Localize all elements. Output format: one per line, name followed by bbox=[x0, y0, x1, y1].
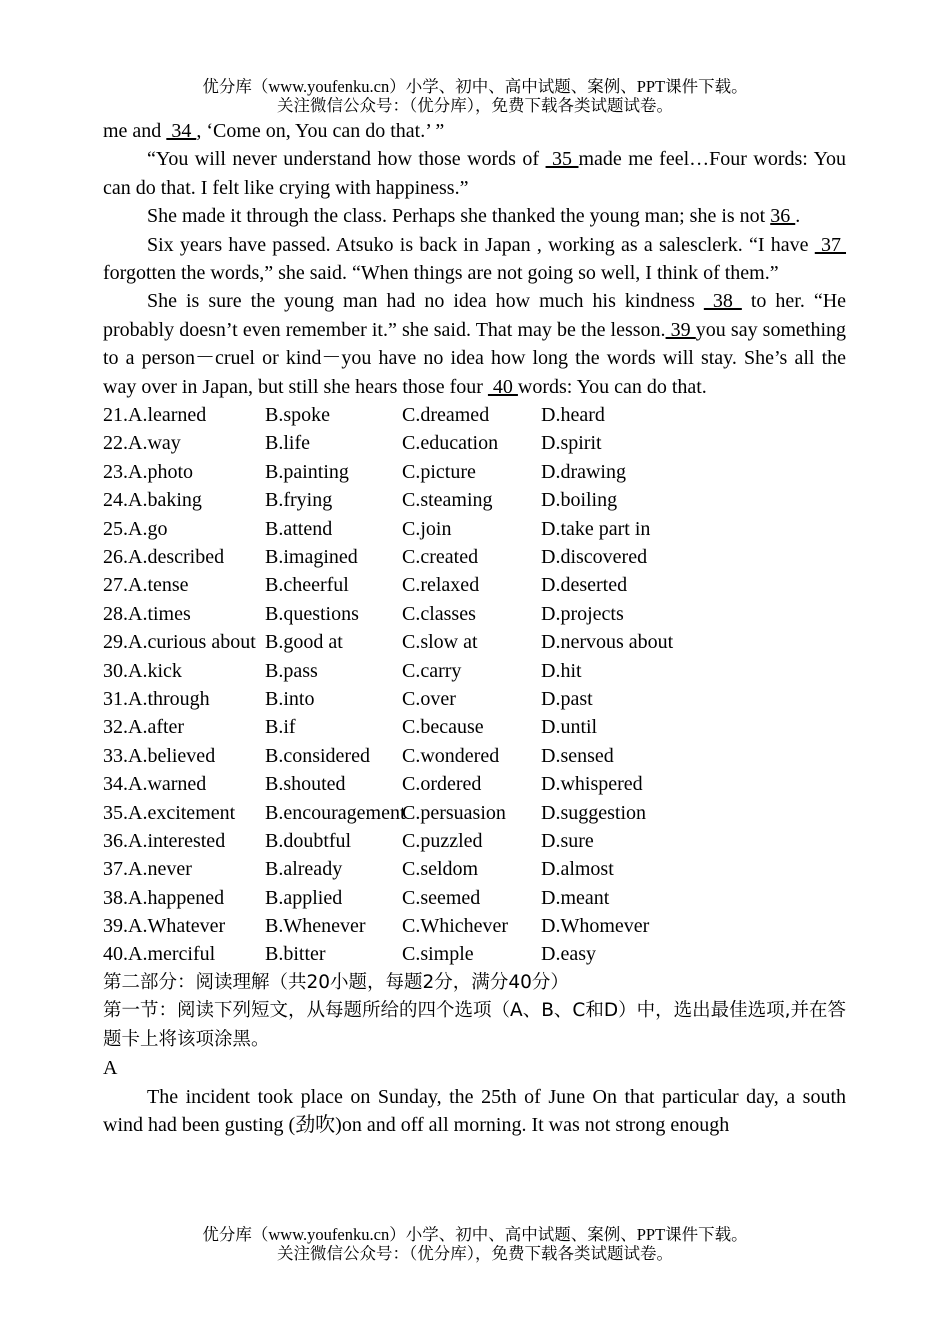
option-b: B.life bbox=[265, 432, 310, 455]
part2-title: 第二部分：阅读理解（共20小题，每题2分，满分40分） bbox=[103, 971, 569, 993]
option-row bbox=[103, 571, 846, 599]
option-a: A.baking bbox=[128, 489, 202, 512]
option-c: C.because bbox=[402, 716, 484, 739]
option-b: B.Whenever bbox=[265, 915, 366, 938]
option-b: B.if bbox=[265, 716, 296, 739]
option-c: C.seemed bbox=[402, 886, 481, 909]
option-b: B.attend bbox=[265, 517, 333, 540]
header-line-1: 优分库（www.youfenku.cn）小学、初中、高中试题、案例、PPT课件下载。 bbox=[202, 77, 748, 96]
option-d: D.until bbox=[541, 716, 598, 739]
option-d: D.take part in bbox=[541, 517, 651, 540]
option-row bbox=[103, 685, 846, 713]
question-number: 40. bbox=[103, 943, 128, 966]
question-number: 32. bbox=[103, 716, 128, 739]
option-c: C.simple bbox=[402, 943, 474, 966]
option-a: A.merciful bbox=[128, 943, 216, 966]
option-b: B.into bbox=[265, 687, 315, 710]
option-b: B.bitter bbox=[265, 943, 326, 966]
option-row bbox=[103, 657, 846, 685]
blank-40: 40 bbox=[487, 375, 518, 398]
blank-36: 36 bbox=[770, 205, 796, 228]
question-number: 33. bbox=[103, 744, 128, 767]
document-body bbox=[103, 117, 846, 1139]
option-d: D.discovered bbox=[541, 546, 648, 569]
option-d: D.sensed bbox=[541, 744, 614, 767]
option-a: A.way bbox=[128, 432, 181, 455]
part2-instruction: 第一节：阅读下列短文，从每题所给的四个选项（A、B、C和D）中，选出最佳选项,并在答题卡上将该项涂黑。 bbox=[103, 1000, 846, 1050]
option-row bbox=[103, 770, 846, 798]
option-b: B.frying bbox=[265, 489, 333, 512]
option-a: A.Whatever bbox=[128, 915, 226, 938]
blank-35: 35 bbox=[545, 148, 579, 171]
option-row bbox=[103, 713, 846, 741]
option-c: C.seldom bbox=[402, 858, 479, 881]
option-c: C.persuasion bbox=[402, 801, 506, 824]
question-number: 36. bbox=[103, 829, 128, 852]
option-c: C.slow at bbox=[402, 631, 478, 654]
option-a: A.never bbox=[128, 858, 192, 881]
option-a: A.happened bbox=[128, 886, 225, 909]
option-a: A.excitement bbox=[128, 801, 236, 824]
option-b: B.applied bbox=[265, 886, 343, 909]
question-number: 31. bbox=[103, 687, 128, 710]
question-number: 23. bbox=[103, 460, 128, 483]
question-number: 26. bbox=[103, 546, 128, 569]
passage-paragraph: She is sure the young man had no idea how much his kindness 38 to her. “He probably doesn’t even remember it.” she said. That may be the lesson. 39 you say something to a person－cruel or kind－you have no idea how long the words will stay. She’s all the way over in Japan, but still she hears those four 40 words: You can do that. bbox=[103, 290, 847, 398]
option-row bbox=[103, 600, 846, 628]
option-row bbox=[103, 515, 846, 543]
option-b: B.shouted bbox=[265, 773, 346, 796]
option-b: B.considered bbox=[265, 744, 370, 767]
option-row bbox=[103, 799, 846, 827]
question-number: 24. bbox=[103, 489, 128, 512]
option-row bbox=[103, 429, 846, 457]
reading-passage-a: The incident took place on Sunday, the 25th of June On that particular day, a south wind had been gusting (劲吹)on and off all morning. It was not strong enough bbox=[103, 1085, 846, 1136]
option-d: D.sure bbox=[541, 829, 594, 852]
option-d: D.spirit bbox=[541, 432, 602, 455]
option-c: C.Whichever bbox=[402, 915, 509, 938]
option-row bbox=[103, 543, 846, 571]
question-number: 25. bbox=[103, 517, 128, 540]
option-a: A.photo bbox=[128, 460, 193, 483]
option-c: C.picture bbox=[402, 460, 476, 483]
option-b: B.cheerful bbox=[265, 574, 349, 597]
option-c: C.education bbox=[402, 432, 499, 455]
passage-paragraph: She made it through the class. Perhaps she thanked the young man; she is not 36 . bbox=[147, 205, 801, 228]
option-d: D.nervous about bbox=[541, 631, 674, 654]
blank-39: 39 bbox=[665, 318, 696, 341]
option-a: A.tense bbox=[128, 574, 189, 597]
option-d: D.Whomever bbox=[541, 915, 650, 938]
option-d: D.whispered bbox=[541, 773, 643, 796]
option-d: D.almost bbox=[541, 858, 614, 881]
option-d: D.heard bbox=[541, 404, 605, 427]
option-row bbox=[103, 486, 846, 514]
passage-paragraph: “You will never understand how those words of 35 made me feel…Four words: You can do that. I felt like crying with happiness.” bbox=[103, 148, 847, 199]
option-c: C.classes bbox=[402, 602, 476, 625]
option-a: A.after bbox=[128, 716, 185, 739]
option-c: C.dreamed bbox=[402, 404, 490, 427]
option-a: A.through bbox=[128, 687, 210, 710]
question-number: 38. bbox=[103, 886, 128, 909]
question-number: 35. bbox=[103, 801, 128, 824]
option-row bbox=[103, 628, 846, 656]
option-d: D.suggestion bbox=[541, 801, 646, 824]
option-a: A.times bbox=[128, 602, 191, 625]
option-d: D.easy bbox=[541, 943, 596, 966]
option-row bbox=[103, 458, 846, 486]
footer-line-1: 优分库（www.youfenku.cn）小学、初中、高中试题、案例、PPT课件下载。 bbox=[202, 1225, 748, 1244]
option-b: B.pass bbox=[265, 659, 318, 682]
option-c: C.ordered bbox=[402, 773, 482, 796]
option-b: B.painting bbox=[265, 460, 349, 483]
option-d: D.past bbox=[541, 687, 593, 710]
option-row bbox=[103, 401, 846, 429]
option-row bbox=[103, 884, 846, 912]
option-c: C.puzzled bbox=[402, 829, 483, 852]
option-d: D.projects bbox=[541, 602, 624, 625]
option-b: B.good at bbox=[265, 631, 343, 654]
question-number: 21. bbox=[103, 404, 128, 427]
option-d: D.drawing bbox=[541, 460, 626, 483]
question-number: 34. bbox=[103, 773, 128, 796]
question-number: 37. bbox=[103, 858, 128, 881]
option-d: D.deserted bbox=[541, 574, 628, 597]
option-c: C.steaming bbox=[402, 489, 493, 512]
option-row bbox=[103, 912, 846, 940]
options-list bbox=[103, 401, 846, 969]
page-footer bbox=[0, 1225, 950, 1263]
blank-34: 34 bbox=[166, 120, 197, 142]
option-c: C.relaxed bbox=[402, 574, 480, 597]
section-label: A bbox=[103, 1057, 118, 1080]
option-a: A.believed bbox=[128, 744, 216, 767]
option-a: A.kick bbox=[128, 659, 182, 682]
option-c: C.wondered bbox=[402, 744, 500, 767]
option-a: A.described bbox=[128, 546, 225, 569]
option-a: A.warned bbox=[128, 773, 207, 796]
option-c: C.carry bbox=[402, 659, 462, 682]
option-d: D.meant bbox=[541, 886, 610, 909]
option-b: B.questions bbox=[265, 602, 359, 625]
question-number: 39. bbox=[103, 915, 128, 938]
option-b: B.imagined bbox=[265, 546, 358, 569]
option-a: A.curious about bbox=[128, 631, 256, 654]
option-a: A.go bbox=[128, 517, 168, 540]
footer-line-2: 关注微信公众号：（优分库），免费下载各类试题试卷。 bbox=[277, 1244, 673, 1263]
option-row bbox=[103, 827, 846, 855]
question-number: 27. bbox=[103, 574, 128, 597]
passage-paragraph: me and 34 , ‘Come on, You can do that.’ ” bbox=[103, 120, 445, 142]
option-b: B.spoke bbox=[265, 404, 330, 427]
option-a: A.learned bbox=[128, 404, 207, 427]
header-line-2: 关注微信公众号：（优分库），免费下载各类试题试卷。 bbox=[277, 96, 673, 115]
blank-37: 37 bbox=[814, 233, 847, 256]
passage-paragraph: Six years have passed. Atsuko is back in Japan , working as a salesclerk. “I have 37 forgotten the words,” she said. “When things are not going so well, I think of them.” bbox=[103, 233, 847, 285]
option-row bbox=[103, 855, 846, 883]
question-number: 29. bbox=[103, 631, 128, 654]
option-d: D.hit bbox=[541, 659, 582, 682]
blank-38: 38 bbox=[703, 290, 742, 313]
question-number: 28. bbox=[103, 602, 128, 625]
option-row bbox=[103, 742, 846, 770]
option-row bbox=[103, 940, 846, 968]
option-c: C.join bbox=[402, 517, 452, 540]
option-c: C.created bbox=[402, 546, 479, 569]
page-header bbox=[0, 77, 950, 115]
option-d: D.boiling bbox=[541, 489, 618, 512]
option-c: C.over bbox=[402, 687, 456, 710]
option-a: A.interested bbox=[128, 829, 226, 852]
option-b: B.encouragement bbox=[265, 801, 406, 824]
option-b: B.doubtful bbox=[265, 829, 352, 852]
option-b: B.already bbox=[265, 858, 343, 881]
question-number: 30. bbox=[103, 659, 128, 682]
question-number: 22. bbox=[103, 432, 128, 455]
